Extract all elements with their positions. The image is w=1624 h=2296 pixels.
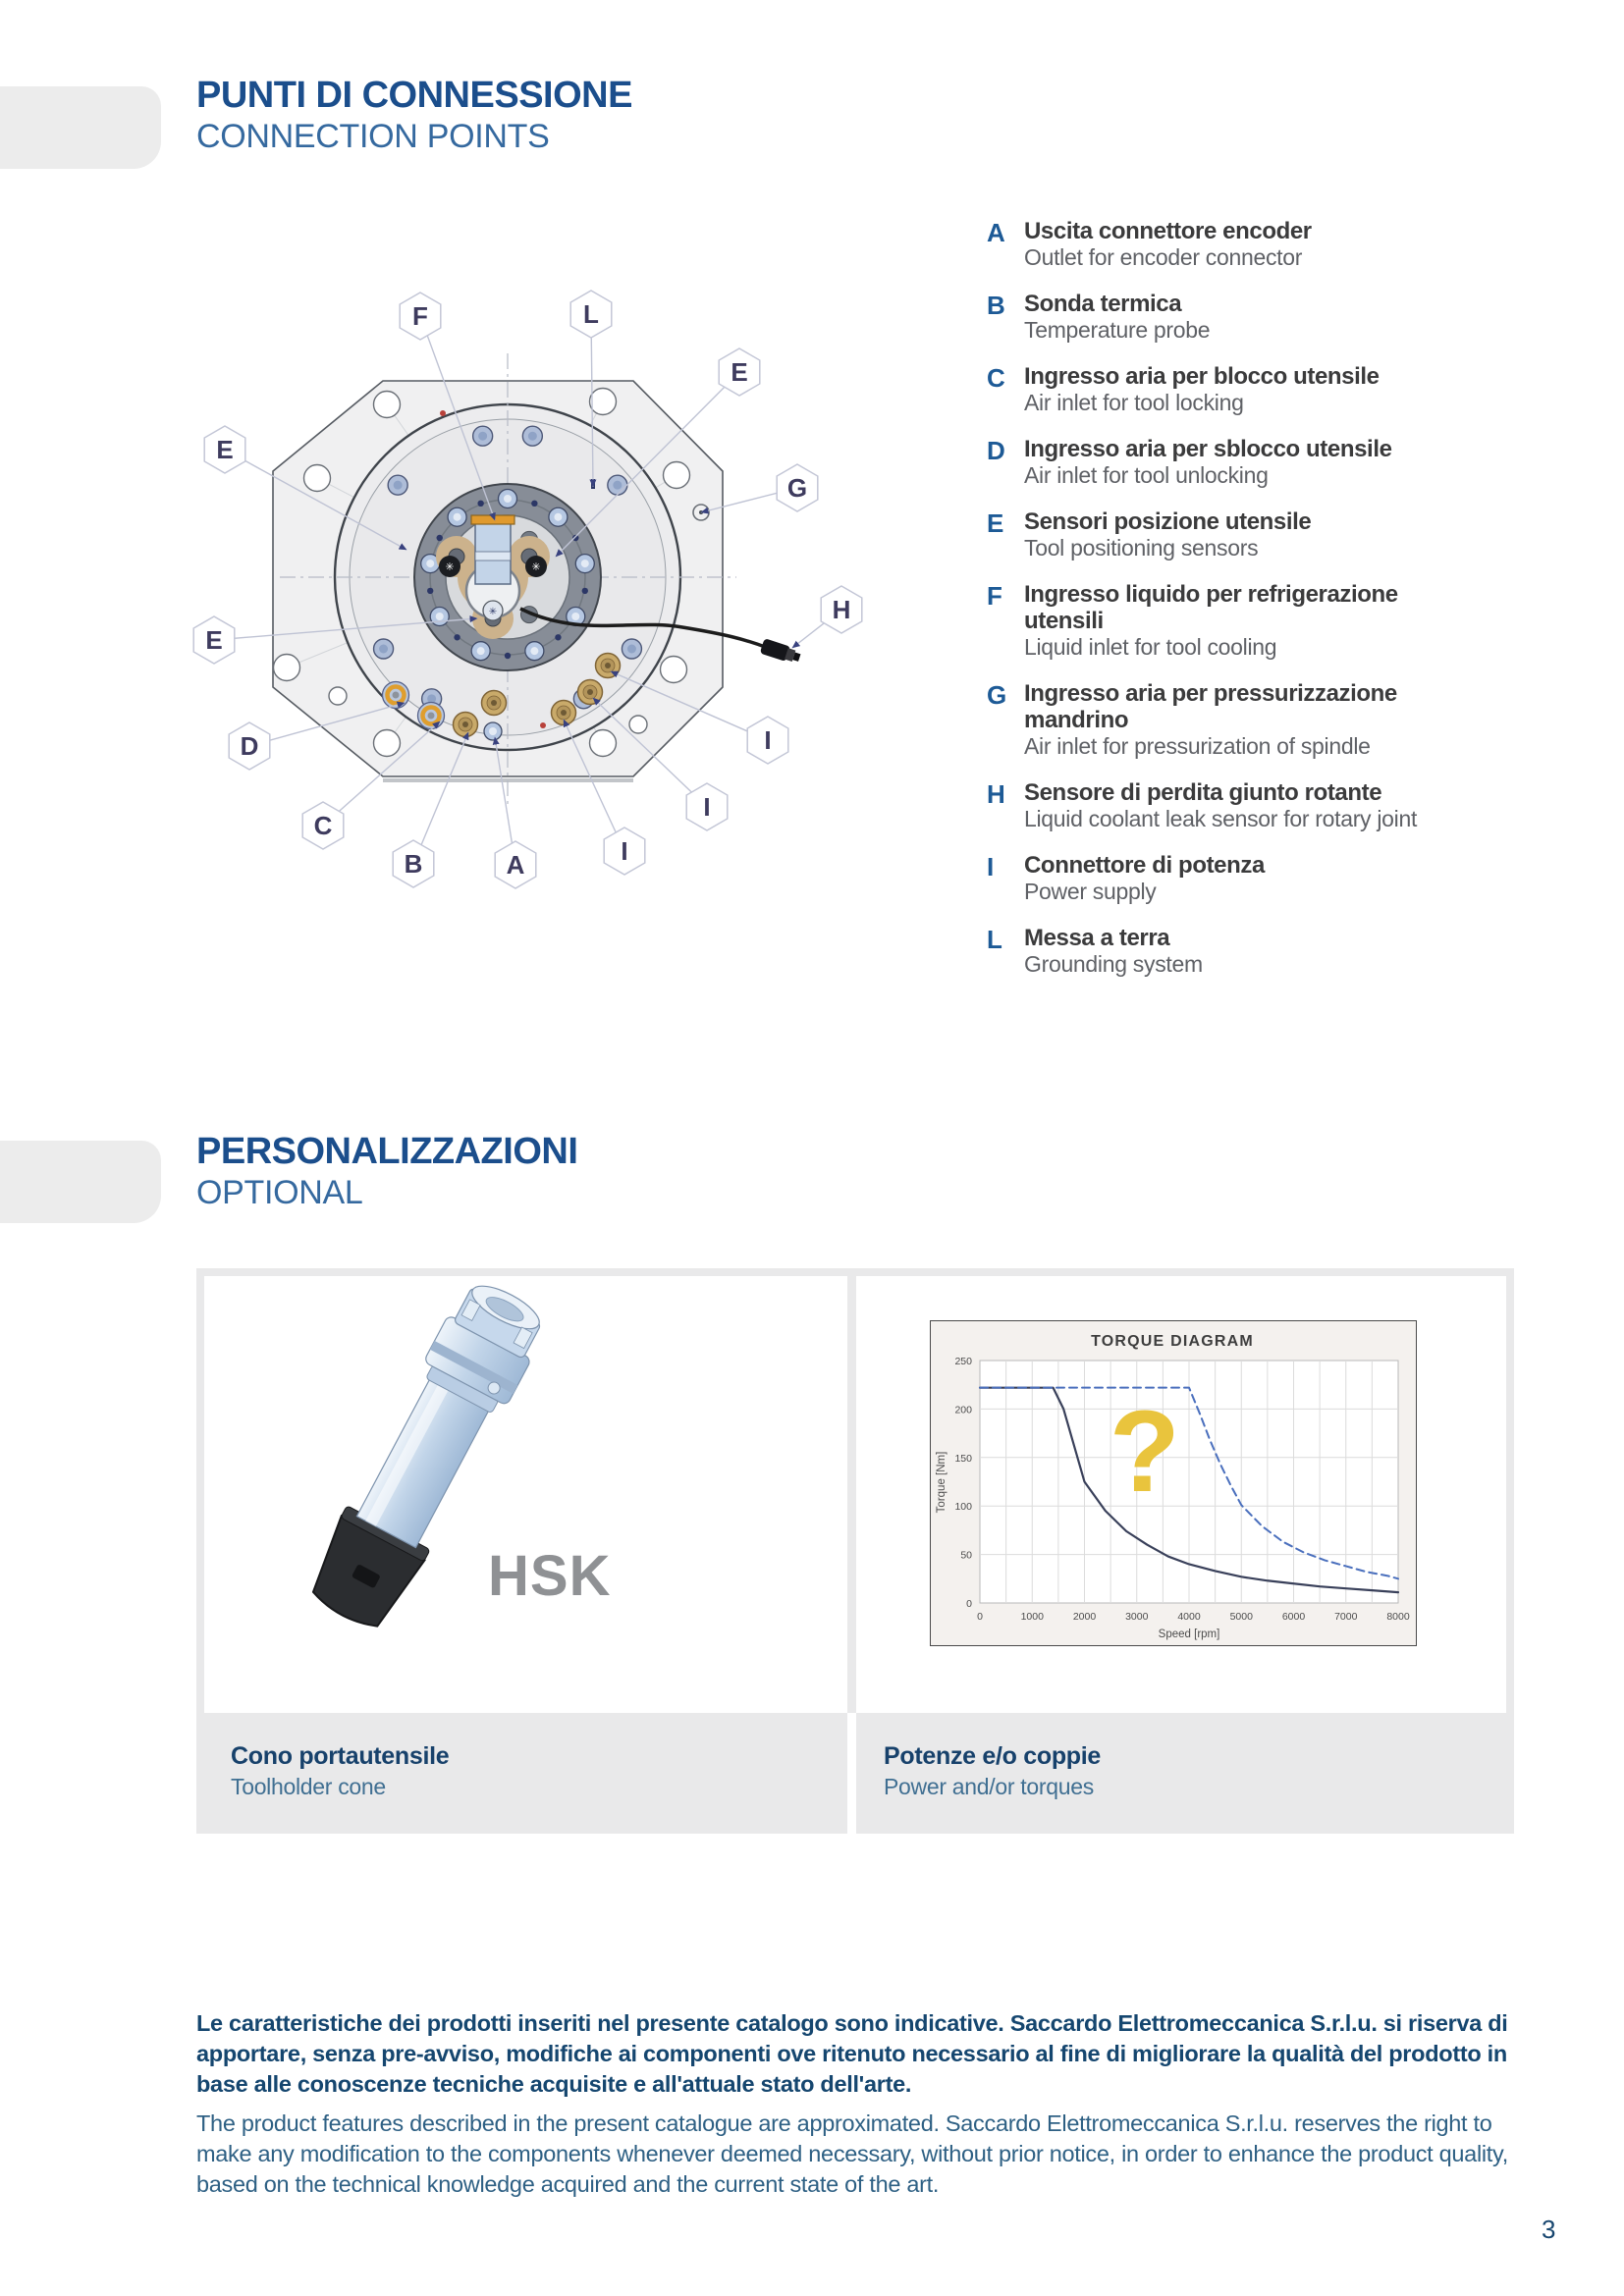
- caption-toolholder: [231, 1742, 449, 1800]
- svg-text:2000: 2000: [1072, 1611, 1097, 1623]
- hex-label-I: [604, 828, 645, 875]
- svg-text:H: H: [832, 595, 851, 624]
- legend-label-en: Air inlet for tool locking: [1024, 390, 1244, 415]
- svg-text:E: E: [205, 625, 223, 655]
- legend-letter: L: [987, 925, 1002, 954]
- svg-text:5000: 5000: [1229, 1611, 1253, 1623]
- legend-label-it: Ingresso aria per blocco utensile: [1024, 363, 1380, 390]
- svg-text:F: F: [412, 301, 428, 331]
- legend-label-it: Sensore di perdita giunto rotante: [1024, 779, 1382, 806]
- legend-label-it: Ingresso liquido per refrigerazione utensili: [1024, 581, 1398, 634]
- svg-text:✳: ✳: [445, 561, 455, 573]
- hex-label-H: [821, 586, 862, 633]
- chart-body: [954, 1356, 1409, 1623]
- caption-torques: [884, 1742, 1101, 1800]
- svg-text:I: I: [764, 725, 772, 755]
- red-dot: [540, 722, 546, 728]
- svg-text:0: 0: [977, 1611, 983, 1623]
- svg-text:0: 0: [966, 1598, 972, 1610]
- section1-title-it: PUNTI DI CONNESSIONE: [196, 75, 632, 116]
- legend-item: [987, 925, 1478, 977]
- optional-panel: [196, 1268, 1514, 1834]
- legend-item: [987, 218, 1478, 270]
- svg-text:200: 200: [954, 1404, 972, 1416]
- svg-text:L: L: [583, 299, 599, 329]
- hsk-label: HSK: [488, 1544, 612, 1608]
- torque-image-panel: [856, 1276, 1506, 1713]
- svg-text:B: B: [404, 849, 423, 879]
- svg-text:4000: 4000: [1177, 1611, 1201, 1623]
- section-tab: [0, 86, 161, 169]
- connection-legend: [987, 218, 1478, 997]
- legend-letter: E: [987, 508, 1004, 538]
- torque-diagram-chart: [930, 1320, 1417, 1646]
- svg-text:E: E: [216, 435, 234, 464]
- torque-chart-svg: [931, 1321, 1415, 1644]
- caption-en: Power and/or torques: [884, 1774, 1094, 1799]
- disclaimer: [196, 2008, 1516, 2200]
- legend-letter: D: [987, 436, 1005, 465]
- hex-label-L: [570, 291, 612, 338]
- caption-it: Cono portautensile: [231, 1742, 450, 1770]
- hex-label-B: [393, 840, 434, 887]
- spindle-connection-diagram: [187, 226, 874, 913]
- legend-label-it: Ingresso aria per pressurizzazione mandrino: [1024, 680, 1397, 733]
- hex-label-A: [495, 841, 536, 888]
- hex-label-F: [400, 293, 441, 340]
- svg-text:100: 100: [954, 1501, 972, 1514]
- legend-letter: A: [987, 218, 1005, 247]
- svg-text:A: A: [506, 850, 525, 880]
- legend-letter: G: [987, 680, 1007, 710]
- legend-label-en: Liquid coolant leak sensor for rotary joint: [1024, 806, 1418, 831]
- legend-item: [987, 436, 1478, 488]
- panel-divider: [847, 1713, 856, 1834]
- legend-item: [987, 363, 1478, 415]
- legend-letter: C: [987, 363, 1005, 393]
- svg-text:C: C: [313, 811, 333, 840]
- chart-ylabel: Torque [Nm]: [936, 1451, 947, 1514]
- section1-title-en: CONNECTION POINTS: [196, 118, 550, 155]
- hex-label-E: [193, 616, 235, 664]
- hex-label-E: [719, 348, 760, 396]
- svg-text:6000: 6000: [1281, 1611, 1306, 1623]
- legend-label-en: Power supply: [1024, 879, 1157, 904]
- svg-text:G: G: [786, 473, 808, 503]
- svg-text:1000: 1000: [1020, 1611, 1044, 1623]
- legend-item: [987, 680, 1478, 759]
- legend-letter: H: [987, 779, 1005, 809]
- toolholder-cone-image: [204, 1276, 847, 1713]
- svg-text:?: ?: [1109, 1386, 1180, 1517]
- legend-label-en: Air inlet for pressurization of spindle: [1024, 733, 1371, 759]
- svg-text:✳: ✳: [531, 561, 541, 573]
- legend-label-it: Sensori posizione utensile: [1024, 508, 1312, 535]
- legend-letter: F: [987, 581, 1002, 611]
- legend-letter: I: [987, 852, 995, 881]
- legend-label-it: Uscita connettore encoder: [1024, 218, 1312, 244]
- chart-title: TORQUE DIAGRAM: [1091, 1333, 1254, 1350]
- svg-text:250: 250: [954, 1356, 972, 1367]
- caption-it: Potenze e/o coppie: [884, 1742, 1102, 1770]
- legend-item: [987, 508, 1478, 561]
- disclaimer-it: Le caratteristiche dei prodotti inseriti nel presente catalogo sono indicative. Saccardo Elettromeccanica S.r.l.u. si riserva di apportare, senza pre-avviso, modifiche ai componenti ove ritenuto necessario al fine di migliorare la qualità del prodotto in base alle conoscenze tecniche acquisite e all'attuale stato dell'arte.: [196, 2010, 1508, 2097]
- legend-label-it: Messa a terra: [1024, 925, 1170, 951]
- section-tab: [0, 1141, 161, 1223]
- legend-label-it: Ingresso aria per sblocco utensile: [1024, 436, 1392, 462]
- legend-label-en: Outlet for encoder connector: [1024, 244, 1303, 270]
- svg-text:50: 50: [960, 1549, 972, 1562]
- section2-title-en: OPTIONAL: [196, 1174, 363, 1211]
- red-dot: [440, 410, 446, 416]
- hex-label-I: [747, 717, 788, 764]
- svg-text:D: D: [240, 731, 259, 761]
- legend-item: [987, 581, 1478, 660]
- legend-label-en: Air inlet for tool unlocking: [1024, 462, 1269, 488]
- svg-text:150: 150: [954, 1452, 972, 1465]
- svg-text:✳: ✳: [488, 607, 498, 617]
- legend-item: [987, 779, 1478, 831]
- legend-label-en: Tool positioning sensors: [1024, 535, 1259, 561]
- hex-label-C: [302, 802, 344, 849]
- svg-text:7000: 7000: [1334, 1611, 1358, 1623]
- hex-label-E: [204, 426, 245, 473]
- page-number: 3: [1542, 2215, 1556, 2244]
- hex-label-G: [777, 464, 818, 511]
- svg-text:3000: 3000: [1125, 1611, 1149, 1623]
- legend-label-it: Connettore di potenza: [1024, 852, 1265, 879]
- svg-text:8000: 8000: [1386, 1611, 1410, 1623]
- svg-text:I: I: [703, 792, 711, 822]
- chart-xlabel: Speed [rpm]: [1158, 1629, 1220, 1640]
- disclaimer-en: The product features described in the present catalogue are approximated. Saccardo Elettromeccanica S.r.l.u. reserves the right to make any modification to the components whenever deemed necessary, without prior notice, in order to enhance the product quality, based on the technical knowledge acquired and the current state of the art.: [196, 2110, 1508, 2197]
- legend-label-en: Grounding system: [1024, 951, 1203, 977]
- hex-label-D: [229, 722, 270, 770]
- legend-label-en: Liquid inlet for tool cooling: [1024, 634, 1277, 660]
- toolholder-image-panel: [204, 1276, 847, 1713]
- hex-label-I: [686, 783, 728, 830]
- svg-text:E: E: [731, 357, 748, 387]
- svg-text:I: I: [621, 836, 628, 866]
- legend-item: [987, 291, 1478, 343]
- caption-en: Toolholder cone: [231, 1774, 386, 1799]
- legend-label-it: Sonda termica: [1024, 291, 1182, 317]
- legend-letter: B: [987, 291, 1005, 320]
- legend-item: [987, 852, 1478, 904]
- legend-label-en: Temperature probe: [1024, 317, 1211, 343]
- section2-title-it: PERSONALIZZAZIONI: [196, 1131, 578, 1172]
- central-connector: [471, 515, 514, 584]
